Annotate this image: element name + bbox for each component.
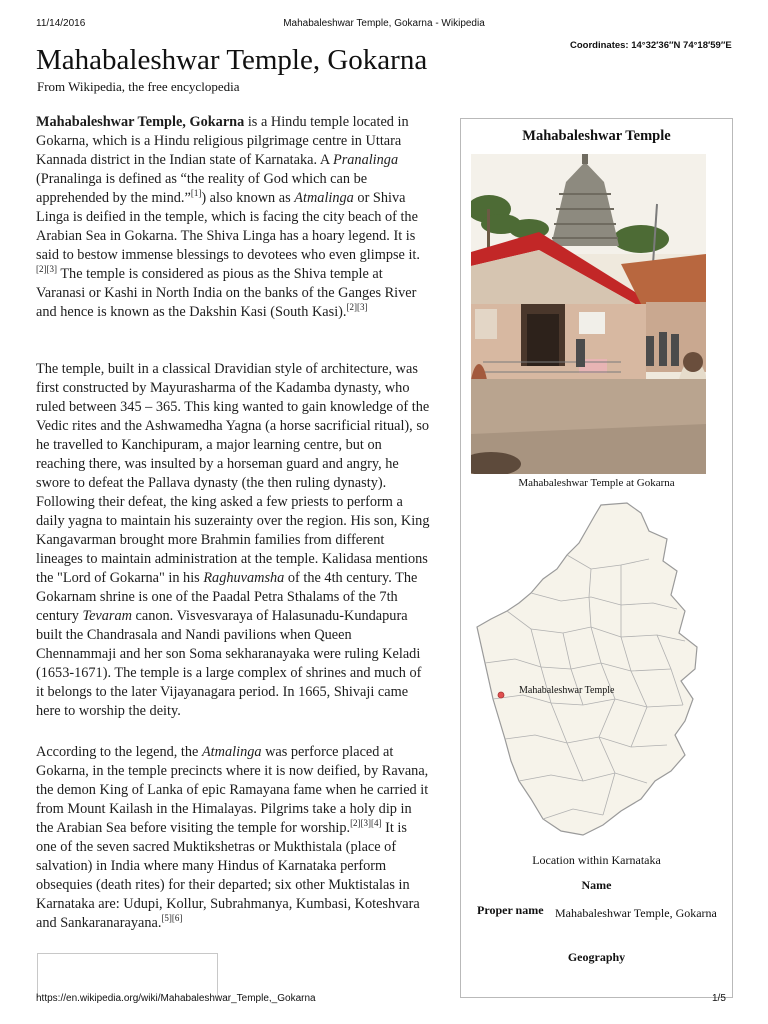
paragraph-legend <box>36 743 430 933</box>
proper-name-value: Mahabaleshwar Temple, Gokarna <box>555 906 717 920</box>
name-header: Name <box>581 878 612 892</box>
text: ) also known as <box>201 190 295 206</box>
print-date: 11/14/2016 <box>36 18 86 29</box>
page-subtitle: From Wikipedia, the free encyclopedia <box>37 79 240 94</box>
text: canon. Visvesvaraya of Halasunadu-Kundapura built the Chandrasala and Nandi pavilions when Queen Chennammaji and her son Soma sekharanayaka were ruling Keladi (1653-1671). The temple is a large complex of shrines and much of it belongs to the later Vijayanagara period. In 1665, Shivaji came here to worship the deity. <box>36 608 422 719</box>
proper-name-label: Proper name <box>477 903 544 917</box>
map-label: Mahabaleshwar Temple <box>519 685 615 696</box>
italic-term[interactable]: Atmalinga <box>201 744 262 760</box>
reference-link[interactable]: [1] <box>190 188 202 199</box>
paragraph-history <box>36 360 430 721</box>
navbox-frame <box>37 953 218 998</box>
text: It is one of the seven sacred Muktikshetras or Mukthistala (place of salvation) in India where many Hindus of Karnataka perform obsequies (death rites) for their departed; six other Muktistalas in Karnataka are: Udupi, Kollur, Subrahmanya, Kumbasi, Koteshvara and Sankaranarayana. <box>36 820 420 931</box>
text: The temple, built in a classical Dravidian style of architecture, was first constructed by Mayurasharma of the Kadamba dynasty, who ruled between 345 – 365. This king wanted to gain knowledge of the Vedic rites and the Ashwamedha Yagna (a horse sacrificial ritual), so he travelled to Kanchipuram, a major learning centre, but on reaching there, was insulted by a horseman guard and angry, he swore to defeat the Pallava dynasty (the then ruling dynasty). Following their defeat, the king asked a few priests to perform a daily yagna to maintain his suzerainty over the region. His son, King Kangavarman brought more Brahmin families from different lineages to maintain administration at the temple. Kalidasa mentions the "Lord of Gokarna" in his <box>36 361 430 586</box>
reference-link[interactable]: [2][3][4] <box>350 818 382 829</box>
text: According to the legend, the <box>36 744 202 760</box>
text: or Shiva Linga is deified in the temple, which is facing the city beach of the Arabian Sea in Gokarna. The Shiva Linga has a hoary legend. It is said to bestow immense blessings to devotees who even glimpse it. <box>36 190 420 263</box>
temple-photo-graphic <box>471 154 706 474</box>
temple-photo[interactable] <box>471 154 706 474</box>
karnataka-map-graphic <box>471 499 706 851</box>
map-caption: Location within Karnataka <box>532 853 661 867</box>
location-map[interactable] <box>471 499 706 851</box>
reference-link[interactable]: [2][3] <box>346 302 368 313</box>
print-url: https://en.wikipedia.org/wiki/Mahabaleshwar_Temple,_Gokarna <box>36 993 316 1004</box>
paragraph-intro <box>36 113 430 322</box>
page-title: Mahabaleshwar Temple, Gokarna <box>36 44 428 76</box>
text: was perforce placed at Gokarna, in the temple precincts where it is now deified, by Ravana, the demon King of Lanka of epic Ramayana fame when he carried it from Mount Kailash in the Himalayas. Pilgrims take a holy dip in the Arabian Sea before visiting the temple for worship. <box>36 744 429 836</box>
reference-link[interactable]: [2][3] <box>36 264 57 275</box>
italic-term[interactable]: Atmalinga <box>294 190 354 206</box>
text: of the 4th century. The Gokarnam shrine is one of the Paadal Petra Sthalams of the 7th century <box>36 570 418 624</box>
infobox <box>460 118 733 998</box>
reference-link[interactable]: [5][6] <box>161 913 183 924</box>
coordinates[interactable]: Coordinates: 14°32′36″N 74°18′59″E <box>570 40 732 51</box>
geography-header: Geography <box>567 950 626 964</box>
image-caption: Mahabaleshwar Temple at Gokarna <box>518 477 675 489</box>
location-marker <box>498 692 504 698</box>
print-page-title: Mahabaleshwar Temple, Gokarna - Wikipedia <box>283 18 485 29</box>
text: (Pranalinga is defined as “the reality of God which can be apprehended by the mind.” <box>36 171 368 206</box>
italic-term[interactable]: Pranalinga <box>332 152 399 168</box>
italic-term[interactable]: Raghuvamsha <box>203 570 285 586</box>
text: is a Hindu temple located in Gokarna, which is a Hindu religious pilgrimage centre in Uttara Kannada district in the Indian state of Karnataka. A <box>36 114 409 168</box>
italic-term[interactable]: Tevaram <box>82 608 132 624</box>
print-page-number: 1/5 <box>712 993 726 1004</box>
text: The temple is considered as pious as the Shiva temple at Varanasi or Kashi in North India on the banks of the Ganges River and hence is known as the Dakshin Kasi (South Kasi). <box>36 266 417 320</box>
infobox-title: Mahabaleshwar Temple <box>522 128 671 144</box>
bold-term: Mahabaleshwar Temple, Gokarna <box>36 114 245 130</box>
